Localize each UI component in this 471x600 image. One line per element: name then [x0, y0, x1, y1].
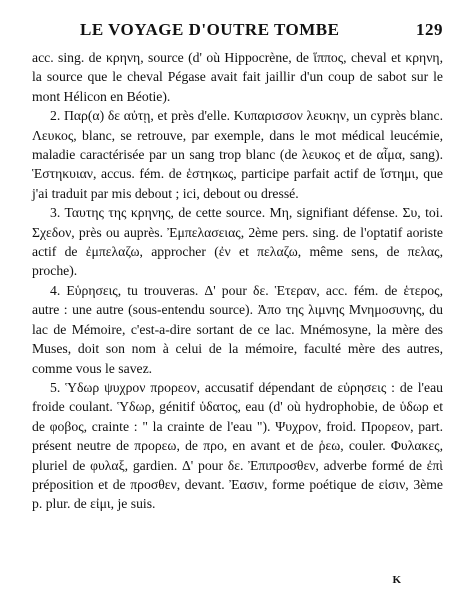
signature-mark: K: [392, 574, 401, 586]
page-number: 129: [416, 20, 443, 39]
note-5: 5. Ὑδωρ ψυχρον προρεον, accusatif dépendant de εὑρησεις : de l'eau froide coulant. Ὑδωρ, génitif ὑδατος, eau (d' où hydrophobie, de ὑδωρ et de φοβος, crainte : " la crainte de l'eau "). Ψυχρον, froid. Προρεον, part. présent neutre de προρεω, de προ, en avant et de ῥεω, couler. Φυλακες, pluriel de φυλαξ, gardien. Δ' pour δε. Ἐπιπροσθεν, adverbe formé de ἐπὶ préposition et de προσθεν, devant. Ἐασιν, forme poétique de εἰσιν, 3ème p. plur. de εἰμι, je suis.: [32, 379, 443, 512]
page-body: [32, 48, 443, 514]
note-2: 2. Παρ(α) δε αὐτῃ, et près d'elle. Κυπαρισσον λευκην, un cyprès blanc. Λευκος, blanc, se retrouve, par exemple, dans le mot médical leucémie, maladie caractérisée par un sang trop blanc (de λευκος et de αἷμα, sang). Ἑστηκυιαν, accus. fém. de ἑστηκως, participe parfait actif de ἵστημι, que j'ai traduit par mis debout ; ici, debout ou dressé.: [32, 108, 443, 201]
running-head: [32, 20, 443, 40]
paragraph-continuation: acc. sing. de κρηνη, source (d' où Hippocrène, de ἵππος, cheval et κρηνη, la source que le cheval Pégase avait fait jaillir d'un coup de sabot sur le mont Hélicon en Béotie).: [32, 50, 443, 104]
running-title: LE VOYAGE D'OUTRE TOMBE: [80, 20, 340, 39]
note-3: 3. Ταυτης της κρηνης, de cette source. Μη, signifiant défense. Συ, toi. Σχεδον, près ou auprès. Ἐμπελασειας, 2ème pers. sing. de l'optatif aoriste actif de ἐμπελαζω, approcher (ἐν et πελαζω, même sens, de πελας, proche).: [32, 205, 443, 279]
note-4: 4. Εὑρησεις, tu trouveras. Δ' pour δε. Ἑτεραν, acc. fém. de ἑτερος, autre : une autre (sous-entendu source). Ἀπο της λιμνης Μνημοσυνης, du lac de Mémoire, c'est-a-dire sortant de ce lac. Mnémosyne, la mère des Muses, doit son nom à celui de la mémoire, faculté mère des autres, comme vous le savez.: [32, 282, 443, 376]
